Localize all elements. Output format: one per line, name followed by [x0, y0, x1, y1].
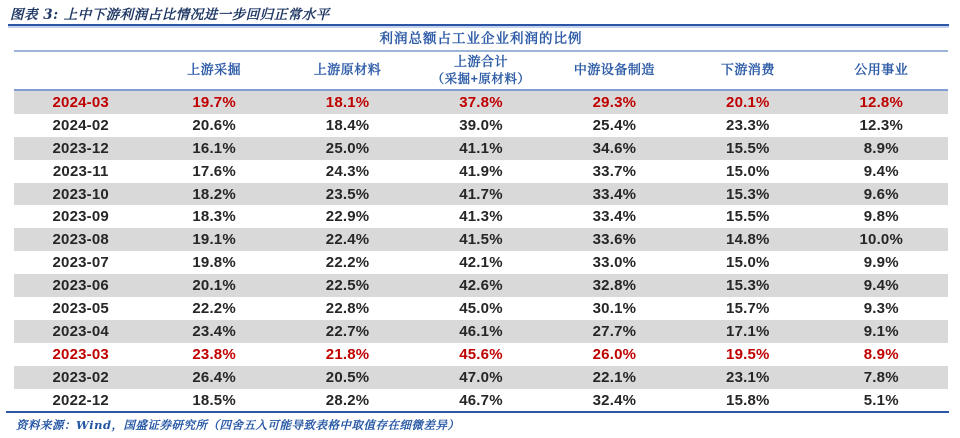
value-cell-upstream-mining: 20.1%	[192, 277, 236, 295]
value-cell-upstream-total: 41.7%	[459, 185, 503, 203]
date-cell: 2023-12	[52, 139, 109, 157]
value-cell-utilities: 5.1%	[863, 391, 899, 409]
bottom-divider-line	[6, 411, 949, 413]
value-cell-upstream-mining: 18.2%	[192, 185, 236, 203]
date-cell: 2023-08	[52, 231, 109, 249]
column-header-midstream-equipment: 中游设备制造	[548, 52, 681, 90]
date-cell: 2023-03	[52, 345, 109, 363]
column-header-downstream-consumption: 下游消费	[681, 52, 814, 90]
table-row	[14, 137, 948, 160]
value-cell-upstream-total: 42.1%	[459, 254, 503, 272]
date-cell: 2022-12	[52, 391, 109, 409]
value-cell-utilities: 8.9%	[863, 345, 899, 363]
value-cell-upstream-mining: 22.2%	[192, 299, 236, 317]
value-cell-upstream-total: 46.1%	[459, 322, 503, 340]
value-cell-upstream-materials: 22.4%	[325, 231, 370, 249]
table-row	[14, 320, 948, 343]
value-cell-upstream-mining: 16.1%	[192, 139, 236, 157]
table-row	[14, 160, 948, 183]
table-row	[14, 228, 948, 251]
value-cell-upstream-materials: 25.0%	[325, 139, 370, 157]
value-cell-upstream-mining: 18.5%	[192, 391, 236, 409]
value-cell-upstream-materials: 22.5%	[325, 277, 370, 295]
value-cell-downstream-consumption: 15.3%	[726, 185, 770, 203]
value-cell-upstream-materials: 18.4%	[325, 116, 370, 134]
value-cell-downstream-consumption: 23.3%	[726, 116, 770, 134]
column-header-utilities: 公用事业	[815, 52, 948, 90]
column-header-upstream-total	[414, 52, 547, 90]
column-header-upstream-total-line2: （采掘+原材料）	[431, 71, 531, 86]
value-cell-utilities: 9.4%	[863, 162, 899, 180]
table-row	[14, 274, 948, 297]
value-cell-upstream-total: 41.3%	[459, 208, 503, 226]
table-row	[14, 205, 948, 228]
value-cell-midstream-equipment: 26.0%	[592, 345, 637, 363]
value-cell-upstream-total: 47.0%	[459, 368, 503, 386]
value-cell-upstream-total: 46.7%	[459, 391, 503, 409]
value-cell-upstream-materials: 22.8%	[325, 299, 370, 317]
value-cell-upstream-mining: 18.3%	[192, 208, 236, 226]
value-cell-upstream-mining: 19.1%	[192, 231, 236, 249]
value-cell-downstream-consumption: 20.1%	[726, 93, 770, 111]
value-cell-upstream-total: 37.8%	[459, 93, 503, 111]
value-cell-midstream-equipment: 29.3%	[592, 93, 637, 111]
value-cell-utilities: 9.3%	[863, 299, 899, 317]
value-cell-upstream-total: 39.0%	[459, 116, 503, 134]
value-cell-upstream-total: 41.1%	[459, 139, 503, 157]
value-cell-upstream-mining: 23.4%	[192, 322, 236, 340]
value-cell-midstream-equipment: 33.4%	[592, 185, 637, 203]
value-cell-midstream-equipment: 34.6%	[592, 139, 637, 157]
figure-caption: 图表 3: 上中下游利润占比情况进一步回归正常水平	[10, 7, 330, 23]
value-cell-downstream-consumption: 15.0%	[726, 162, 770, 180]
value-cell-downstream-consumption: 15.0%	[726, 254, 770, 272]
value-cell-upstream-mining: 20.6%	[192, 116, 236, 134]
value-cell-midstream-equipment: 33.6%	[592, 231, 637, 249]
value-cell-downstream-consumption: 17.1%	[726, 322, 770, 340]
value-cell-utilities: 12.3%	[859, 116, 904, 134]
source-note: 资料来源：Wind，国盛证券研究所（四舍五入可能导致表格中取值存在细微差异）	[16, 418, 460, 432]
table-header-row	[14, 52, 948, 90]
table-body	[14, 90, 948, 411]
value-cell-midstream-equipment: 33.7%	[592, 162, 637, 180]
value-cell-upstream-total: 45.0%	[459, 299, 503, 317]
value-cell-midstream-equipment: 33.4%	[592, 208, 637, 226]
table-row	[14, 251, 948, 274]
value-cell-downstream-consumption: 15.5%	[726, 208, 770, 226]
value-cell-utilities: 10.0%	[859, 231, 904, 249]
value-cell-midstream-equipment: 25.4%	[592, 116, 637, 134]
value-cell-utilities: 9.6%	[863, 185, 899, 203]
value-cell-utilities: 9.1%	[863, 322, 899, 340]
value-cell-upstream-materials: 23.5%	[325, 185, 370, 203]
table-row	[14, 297, 948, 320]
date-cell: 2024-03	[52, 93, 109, 111]
date-cell: 2023-05	[52, 299, 109, 317]
top-divider-line	[8, 24, 949, 26]
date-cell: 2023-10	[52, 185, 109, 203]
profit-share-table	[14, 52, 948, 411]
date-cell: 2023-11	[52, 162, 109, 180]
value-cell-utilities: 9.9%	[863, 254, 899, 272]
profit-share-table-container	[14, 27, 948, 411]
value-cell-upstream-mining: 19.7%	[192, 93, 236, 111]
value-cell-midstream-equipment: 30.1%	[592, 299, 637, 317]
value-cell-utilities: 7.8%	[863, 368, 899, 386]
table-row	[14, 366, 948, 389]
value-cell-midstream-equipment: 22.1%	[592, 368, 637, 386]
column-header-upstream-materials: 上游原材料	[281, 52, 414, 90]
table-title: 利润总额占工业企业利润的比例	[379, 31, 583, 46]
column-header-upstream-total-line1: 上游合计	[453, 53, 508, 69]
value-cell-utilities: 8.9%	[863, 139, 899, 157]
value-cell-midstream-equipment: 32.8%	[592, 277, 637, 295]
value-cell-utilities: 9.4%	[863, 277, 899, 295]
value-cell-upstream-materials: 18.1%	[325, 93, 370, 111]
date-cell: 2023-07	[52, 254, 109, 272]
table-header	[14, 52, 948, 90]
value-cell-utilities: 12.8%	[859, 93, 904, 111]
table-row	[14, 343, 948, 366]
value-cell-upstream-total: 45.6%	[459, 345, 503, 363]
value-cell-downstream-consumption: 15.5%	[726, 139, 770, 157]
table-row	[14, 90, 948, 114]
value-cell-downstream-consumption: 15.8%	[726, 391, 770, 409]
value-cell-downstream-consumption: 15.3%	[726, 277, 770, 295]
value-cell-upstream-materials: 22.7%	[325, 322, 370, 340]
value-cell-downstream-consumption: 23.1%	[726, 368, 770, 386]
value-cell-upstream-materials: 22.9%	[325, 208, 370, 226]
value-cell-upstream-materials: 22.2%	[325, 254, 370, 272]
value-cell-upstream-materials: 28.2%	[325, 391, 370, 409]
value-cell-midstream-equipment: 32.4%	[592, 391, 637, 409]
value-cell-downstream-consumption: 15.7%	[726, 299, 770, 317]
date-cell: 2023-02	[52, 368, 109, 386]
table-row	[14, 114, 948, 137]
value-cell-downstream-consumption: 14.8%	[726, 231, 770, 249]
value-cell-midstream-equipment: 33.0%	[592, 254, 637, 272]
value-cell-downstream-consumption: 19.5%	[726, 345, 770, 363]
value-cell-upstream-materials: 24.3%	[325, 162, 370, 180]
column-header-upstream-mining: 上游采掘	[147, 52, 280, 90]
value-cell-upstream-mining: 17.6%	[192, 162, 236, 180]
table-row	[14, 389, 948, 412]
value-cell-upstream-materials: 20.5%	[325, 368, 370, 386]
date-cell: 2023-06	[52, 277, 109, 295]
value-cell-upstream-mining: 19.8%	[192, 254, 236, 272]
value-cell-utilities: 9.8%	[863, 208, 899, 226]
column-header-date	[14, 52, 147, 90]
value-cell-upstream-total: 42.6%	[459, 277, 503, 295]
value-cell-upstream-total: 41.5%	[459, 231, 503, 249]
table-row	[14, 183, 948, 206]
value-cell-midstream-equipment: 27.7%	[592, 322, 637, 340]
value-cell-upstream-total: 41.9%	[459, 162, 503, 180]
value-cell-upstream-mining: 23.8%	[192, 345, 236, 363]
value-cell-upstream-mining: 26.4%	[192, 368, 236, 386]
date-cell: 2024-02	[52, 116, 109, 134]
date-cell: 2023-04	[52, 322, 109, 340]
date-cell: 2023-09	[52, 208, 109, 226]
value-cell-upstream-materials: 21.8%	[325, 345, 370, 363]
